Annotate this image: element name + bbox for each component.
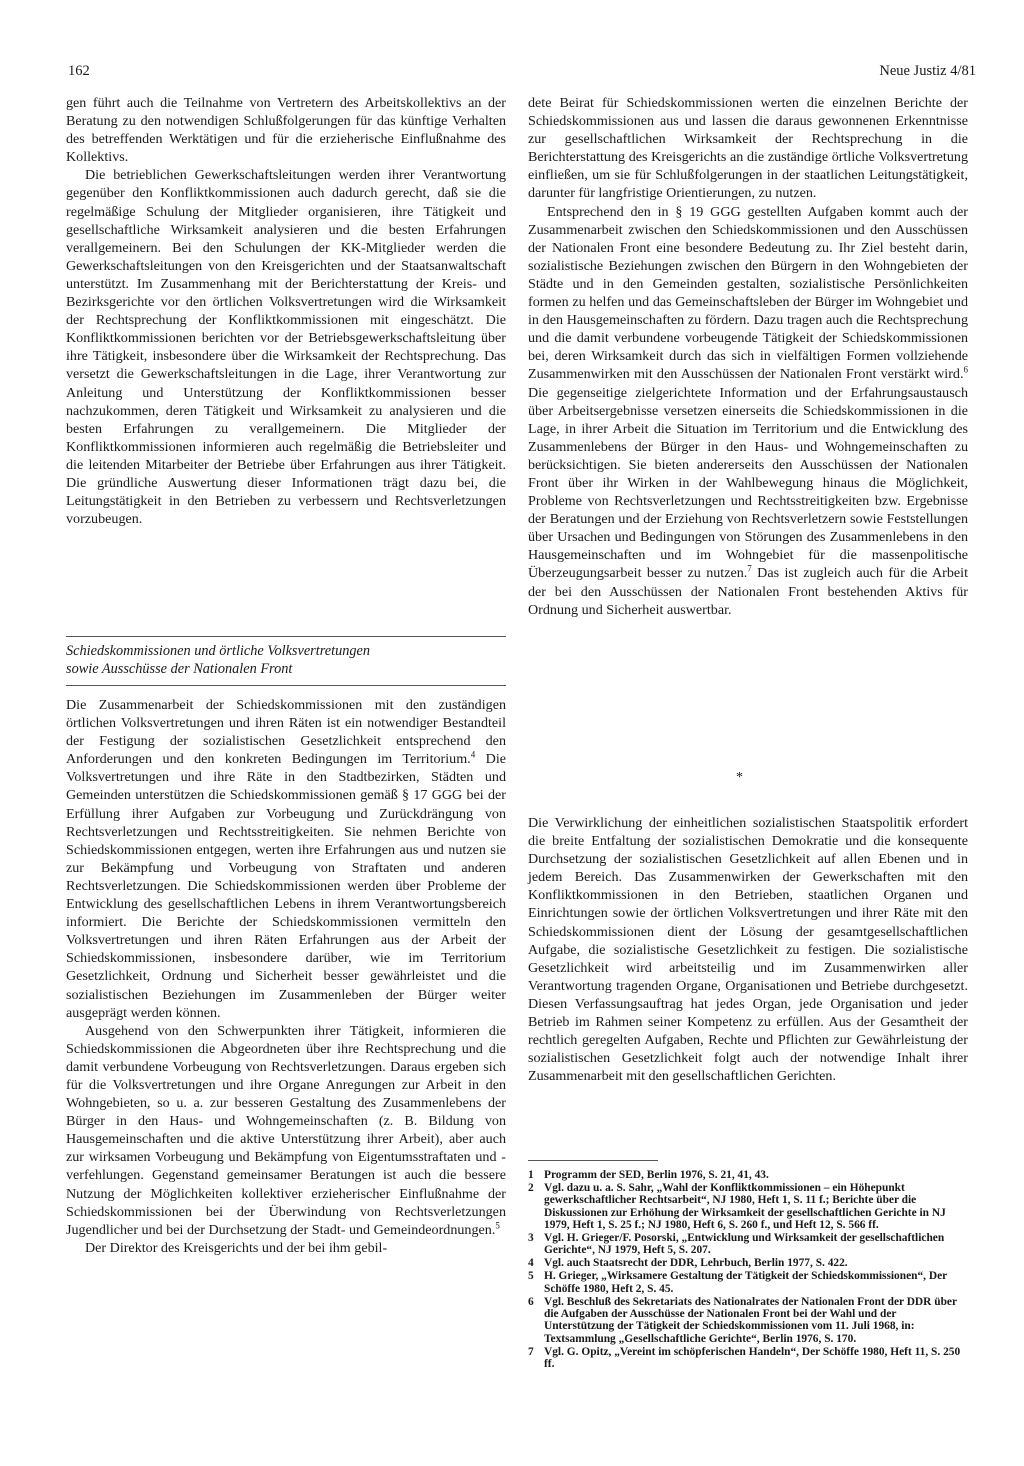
footnote [528, 1257, 968, 1269]
footnote-ref: 5 [495, 1220, 500, 1231]
paragraph: dete Beirat für Schiedskommissionen werten die einzelnen Berichte der Schiedskommissionen aus und lassen die daraus gewonnenen Erkenntnisse zur gesellschaftlichen Wirksamkeit der Rechtsprechung in die Berichterstattung des Kreisgerichts an die zuständige örtliche Volksvertretung einfließen, um sie für Schlußfolgerungen in der staatlichen Leitungstätigkeit, darunter für langfristige Orientierungen, zu nutzen. [528, 95, 968, 202]
footnote-number: 2 [528, 1181, 534, 1194]
footnote-rule [528, 1160, 658, 1161]
section-rule-top [66, 636, 506, 637]
footnote-text: H. Grieger, „Wirksamere Gestaltung der Tätigkeit der Schiedskommissionen“, Der Schöffe 1980, Heft 2, S. 45. [544, 1270, 947, 1295]
page-number: 162 [68, 63, 90, 79]
footnote-ref: 6 [963, 364, 968, 375]
paragraph-text: Das ist zugleich auch für die Arbeit der bei den Ausschüssen der Nationalen Front bestehenden Aktivs für Ordnung und Sicherheit auswertbar. [528, 565, 968, 618]
paragraph-text: Ausgehend von den Schwerpunkten ihrer Tätigkeit, informieren die Schiedskommissionen die Abgeordneten über ihre Rechtsprechung und die damit verbundene Vorbeugung von Rechtsverletzungen. Daraus ergeben sich für die Volksvertretungen und ihre Organe Anregungen zur Arbeit in den Wohngebieten, so u. a. zur besseren Gestaltung des Zusammenlebens der Bürger in den Haus- und Wohngemeinschaften (z. B. Bildung von Hausgemeinschaften und die aktive Unterstützung ihrer Arbeit), aber auch zur wirksamen Vorbeugung und Bekämpfung von Eigentumsstraftaten und -verfehlungen. Gegenstand gemeinsamer Beratungen ist auch die bessere Nutzung der Möglichkeiten kollektiver erzieherischer Einflußnahme der Schiedskommissionen bei der Überwindung von Rechtsverletzungen Jugendlicher und bei der Durchsetzung der Stadt- und Gemeindeordnungen. [66, 1022, 506, 1238]
section-heading [66, 642, 506, 678]
footnote-number: 6 [528, 1295, 534, 1308]
footnote-text: Vgl. Beschluß des Sekretariats des Nationalrates der Nationalen Front der DDR über die Aufgaben der Ausschüsse der Nationalen Front bei der Wahl und der Unterstützung der Tätigkeit der Schiedskommissionen vom 11. Juli 1968, in: Textsammlung „Gesellschaftliche Gerichte“, Berlin 1976, S. 170. [544, 1295, 957, 1345]
paragraph-text: Die Volksvertretungen und ihre Räte in den Stadtbezirken, Städten und Gemeinden unterstützen die Schiedskommissionen gemäß § 17 GGG bei der Erfüllung ihrer Aufgaben zur Vorbeugung und Zurückdrängung von Rechtsverletzungen und Rechtsstreitigkeiten. Sie nehmen Berichte von Schiedskommissionen entgegen, werten ihre Erfahrungen aus und nutzen sie zur Bekämpfung und Vorbeugung von Straftaten und anderen Rechtsverletzungen. Die Schiedskommissionen werden über Probleme der Entwicklung des gesellschaftlichen Lebens in ihrem Verantwortungsbereich informiert. Die Berichte der Schiedskommissionen vermitteln den Volksvertretungen und ihren Räten Erfahrungen aus der Arbeit der Schiedskommissionen, insbesondere darüber, wie im Territorium Gesetzlichkeit, Ordnung und Sicherheit besser gewährleistet und die sozialistischen Beziehungen im Zusammenleben der Bürger weiter ausgeprägt werden können. [66, 751, 506, 1021]
footnote [528, 1232, 968, 1257]
section-heading-line1: Schiedskommissionen und örtliche Volksvertretungen [66, 643, 371, 659]
paragraph: Der Direktor des Kreisgerichts und der bei ihm gebil- [85, 1239, 388, 1256]
footnote-text: Vgl. auch Staatsrecht der DDR, Lehrbuch, Berlin 1977, S. 422. [544, 1257, 848, 1270]
footnote-number: 1 [528, 1169, 534, 1181]
footnote [528, 1270, 968, 1295]
footnote-text: Vgl. H. Grieger/F. Posorski, „Entwicklung und Wirksamkeit der gesellschaftlichen Gerichte“, NJ 1979, Heft 5, S. 207. [544, 1232, 945, 1257]
footnote-number: 4 [528, 1257, 534, 1270]
section-heading-line2: sowie Ausschüsse der Nationalen Front [66, 661, 293, 677]
paragraph: Die betrieblichen Gewerkschaftsleitungen werden ihrer Verantwortung gegenüber den Konfliktkommissionen auch dadurch gerecht, daß sie die regelmäßige Schulung der Mitglieder organisieren, ihre Tätigkeit und gesellschaftliche Wirksamkeit analysieren und die besten Erfahrungen verallgemeinern. Bei den Schulungen der KK-Mitglieder werden die Gewerkschaftsleitungen von den Kreisgerichten und der Staatsanwaltschaft unterstützt. Im Zusammenhang mit der Berichterstattung der Kreis- und Bezirksgerichte vor den örtlichen Volksvertretungen wird die Wirksamkeit der Rechtsprechung der Konfliktkommissionen mit eingeschätzt. Die Konfliktkommissionen berichten vor der Betriebsgewerkschaftsleitung über ihre Tätigkeit, insbesondere über die Wirksamkeit der Rechtsprechung. Das versetzt die Gewerkschaftsleitungen in die Lage, ihrer Verantwortung zur Anleitung und Unterstützung der Konfliktkommissionen besser nachzukommen, deren Tätigkeit und Wirksamkeit zu analysieren und die besten Erfahrungen zu verallgemeinern. Die Mitglieder der Konfliktkommissionen informieren auch regelmäßig die Betriebsleiter und die leitenden Mitarbeiter der Betriebe über Erfahrungen aus ihrer Tätigkeit. Die gründliche Auswertung dieser Informationen trägt dazu bei, die Leitungstätigkeit in den Betrieben zu verbessern und Rechtsverletzungen vorzubeugen. [66, 167, 506, 528]
footnote-ref: 7 [747, 563, 752, 574]
footnotes [528, 1169, 968, 1371]
footnote [528, 1346, 968, 1371]
footnote-text: Vgl. dazu u. a. S. Sahr, „Wahl der Konfliktkommissionen – ein Höhepunkt gewerkschaftlicher Rechtsarbeit“, NJ 1980, Heft 1, S. 11 f.; Berichte über die Diskussionen zur Erhöhung der Wirksamkeit der gesellschaftlichen Gerichte in NJ 1979, Heft 1, S. 25 f.; NJ 1980, Heft 6, S. 260 f., und Heft 12, S. 566 ff. [544, 1181, 946, 1232]
paragraph [66, 1022, 506, 1239]
right-column-bottom [528, 814, 968, 1085]
footnote-ref: 4 [470, 749, 476, 760]
footnote-number: 5 [528, 1270, 534, 1283]
paragraph-text: Entsprechend den in § 19 GGG gestellten Aufgaben kommt auch der Zusammenarbeit zwischen den Schiedskommissionen und den Ausschüssen der Nationalen Front eine besondere Bedeutung zu. Ihr Ziel besteht darin, sozialistische Beziehungen zwischen den Bürgern in den Wohngebieten der Städte und in den Gemeinden gestalten, sozialistische Persönlichkeiten formen zu helfen und das Gemeinschaftsleben der Bürger im Wohngebiet und in den Hausgemeinschaften zu fördern. Dazu tragen auch die Rechtsprechung und die damit verbundene vorbeugende Tätigkeit der Schiedskommissionen bei, deren Wirksamkeit durch das sich in vielfältigen Formen vollziehende Zusammenwirken mit den Ausschüssen der Nationalen Front verstärkt wird. [528, 203, 968, 383]
footnote-number: 7 [528, 1345, 534, 1358]
paragraph: Die Verwirklichung der einheitlichen sozialistischen Staatspolitik erfordert die breite Entfaltung der sozialistischen Demokratie und die konsequente Durchsetzung der sozialistischen Gesetzlichkeit auf allen Ebenen und in jedem Bereich. Das Zusammenwirken der Gewerkschaften mit den Konfliktkommissionen in den Betrieben, staatlichen Organen und Einrichtungen sowie der örtlichen Volksvertretungen und ihrer Räte mit den Schiedskommissionen dient der Lösung der gesamtgesellschaftlichen Aufgabe, die sozialistische Gesetzlichkeit zu festigen. Die sozialistische Gesetzlichkeit wird arbeitsteilig und im Zusammenwirken aller Verantwortung tragenden Organe, Organisationen und Betriebe durchgesetzt. Diesen Verfassungsauftrag hat jedes Organ, jede Organisation und jeder Betrieb im Rahmen seiner Kompetenz zu erfüllen. Aus der Gesamtheit der rechtlich geregelten Aufgaben, Rechte und Pflichten zur Gewährleistung der sozialistischen Gesetzlichkeit folgt auch der notwendige Inhalt ihrer Zusammenarbeit mit den gesellschaftlichen Gerichten. [528, 815, 968, 1085]
paragraph [66, 696, 506, 1022]
left-column-top [66, 94, 506, 528]
left-column-bottom [66, 696, 506, 1257]
paragraph-text: Die Zusammenarbeit der Schiedskommissionen mit den zuständigen örtlichen Volksvertretungen und ihren Räten ist ein notwendiger Bestandteil der Festigung der sozialistischen Gesetzlichkeit entsprechend den Anforderungen und den konkreten Bedingungen im Territorium. [66, 697, 506, 768]
footnote [528, 1182, 968, 1232]
paragraph [528, 203, 968, 619]
footnote-text: Vgl. G. Opitz, „Vereint im schöpferischen Handeln“, Der Schöffe 1980, Heft 11, S. 250 ff. [544, 1345, 961, 1371]
paragraph-text: Die gegenseitige zielgerichtete Information und der Erfahrungsaustausch über Arbeitsergebnisse versetzen einerseits die Schiedskommissionen in die Lage, in ihrer Arbeit die Situation im Territorium und die Entwicklung des Zusammenlebens der Bürger in den Haus- und Wohngemeinschaften zu berücksichtigen. Sie bieten andererseits den Ausschüssen der Nationalen Front über ihr Wirken in der Wahlbewegung hinaus die Möglichkeit, Probleme von Rechtsverletzungen und Rechtsstreitigkeiten bzw. Ergebnisse der Beratungen und der Erziehung von Rechtsverletzern sowie Feststellungen über Ursachen und Bedingungen von Störungen des Zusammenlebens in den Hausgemeinschaften und im Wohngebiet für die massenpolitische Überzeugungsarbeit besser zu nutzen. [528, 384, 968, 582]
footnote [528, 1296, 968, 1346]
journal-issue: Neue Justiz 4/81 [879, 63, 976, 79]
footnote-text: Programm der SED, Berlin 1976, S. 21, 41, 43. [544, 1169, 769, 1181]
footnote [528, 1169, 968, 1181]
section-rule-bottom [66, 685, 506, 686]
right-column-top [528, 94, 968, 619]
separator-asterisk: * [736, 770, 743, 785]
paragraph: gen führt auch die Teilnahme von Vertretern des Arbeitskollektivs an der Beratung zu den notwendigen Schlußfolgerungen für das künftige Verhalten des betreffenden Werktätigen und für die erzieherische Einflußnahme des Kollektivs. [66, 95, 506, 166]
footnote-number: 3 [528, 1232, 534, 1245]
